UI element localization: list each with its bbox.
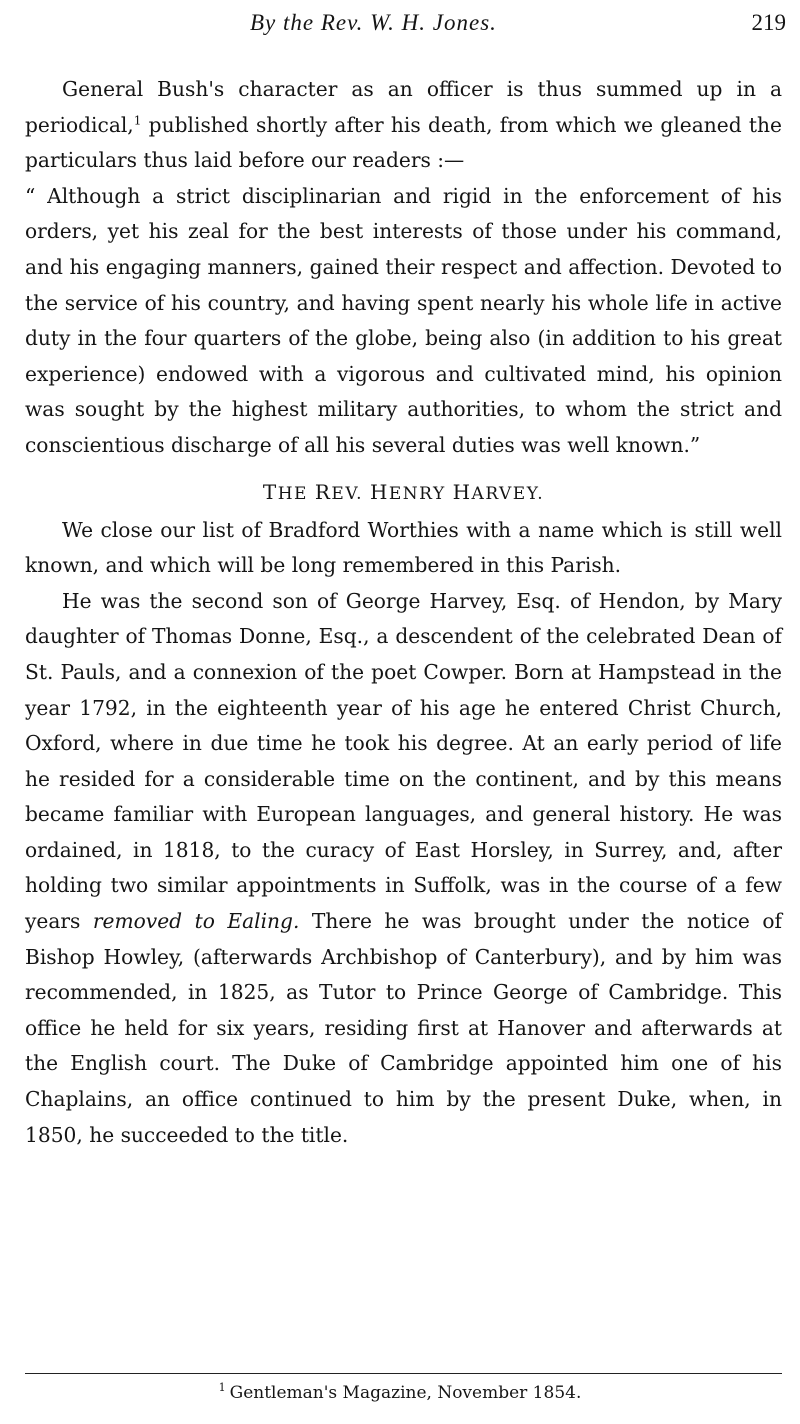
paragraph-harvey-bio-b: There he was brought under the notice of Bishop Howley, (afterwards Archbishop of Canterbury), and by him was recommended, in 1825, as Tutor to Prince George of Cambridge. This office he held for six years, residing first at Hanover and afterwards at the English court. The Duke of Cambridge appointed him one of his Chaplains, an office continued to him by the present Duke, when, in 1850, he succeeded to the title. bbox=[25, 909, 782, 1147]
section-heading-text: THE REV. HENRY HARVEY. bbox=[262, 479, 545, 504]
footnote bbox=[0, 1381, 800, 1405]
footnote-marker: 1 bbox=[218, 1381, 226, 1395]
paragraph-bush-intro-b: published shortly after his death, from which we gleaned the particulars thus laid before our readers :— bbox=[25, 112, 782, 173]
paragraph-harvey-intro: We close our list of Bradford Worthies with a name which is still well known, and which will be long remembered in this Parish. bbox=[25, 517, 782, 578]
footnote-divider bbox=[25, 1373, 782, 1374]
footnote-text: Gentleman's Magazine, November 1854. bbox=[229, 1383, 582, 1403]
paragraph-bush-intro-a: General Bush's character as an officer is thus summed up in a periodical, bbox=[25, 77, 782, 137]
paragraph-bush-character bbox=[25, 72, 782, 179]
paragraph-bush-quote: “ Although a strict disciplinarian and rigid in the enforcement of his orders, yet his zeal for the best interests of those under his command, and his engaging manners, gained their respect and affection. Devoted to the service of his country, and having spent nearly his whole life in active duty in the four quarters of the globe, being also (in addition to his great experience) endowed with a vigorous and cultivated mind, his opinion was sought by the highest military authorities, to whom the strict and conscientious discharge of all his several duties was well known.” bbox=[25, 183, 782, 457]
section-heading-harvey bbox=[25, 477, 782, 509]
paragraph-harvey-biography bbox=[25, 584, 782, 1154]
footnote-reference: 1 bbox=[133, 112, 142, 127]
running-title: By the Rev. W. H. Jones. bbox=[250, 10, 497, 35]
running-head bbox=[0, 10, 800, 44]
page-number: 219 bbox=[751, 10, 786, 35]
body-text bbox=[25, 72, 782, 1153]
paragraph-harvey-bio-italic: removed to Ealing. bbox=[92, 909, 300, 934]
paragraph-harvey-bio-a: He was the second son of George Harvey, Esq. of Hendon, by Mary daughter of Thomas Donne, Esq., a descendent of the celebrated Dean of St. Pauls, and a connexion of the poet Cowper. Born at Hampstead in the year 1792, in the eighteenth year of his age he entered Christ Church, Oxford, where in due time he took his degree. At an early period of life he resided for a considerable time on the continent, and by this means became familiar with European languages, and general history. He was ordained, in 1818, to the curacy of East Horsley, in Surrey, and, after holding two similar appointments in Suffolk, was in the course of a few years bbox=[25, 588, 782, 934]
